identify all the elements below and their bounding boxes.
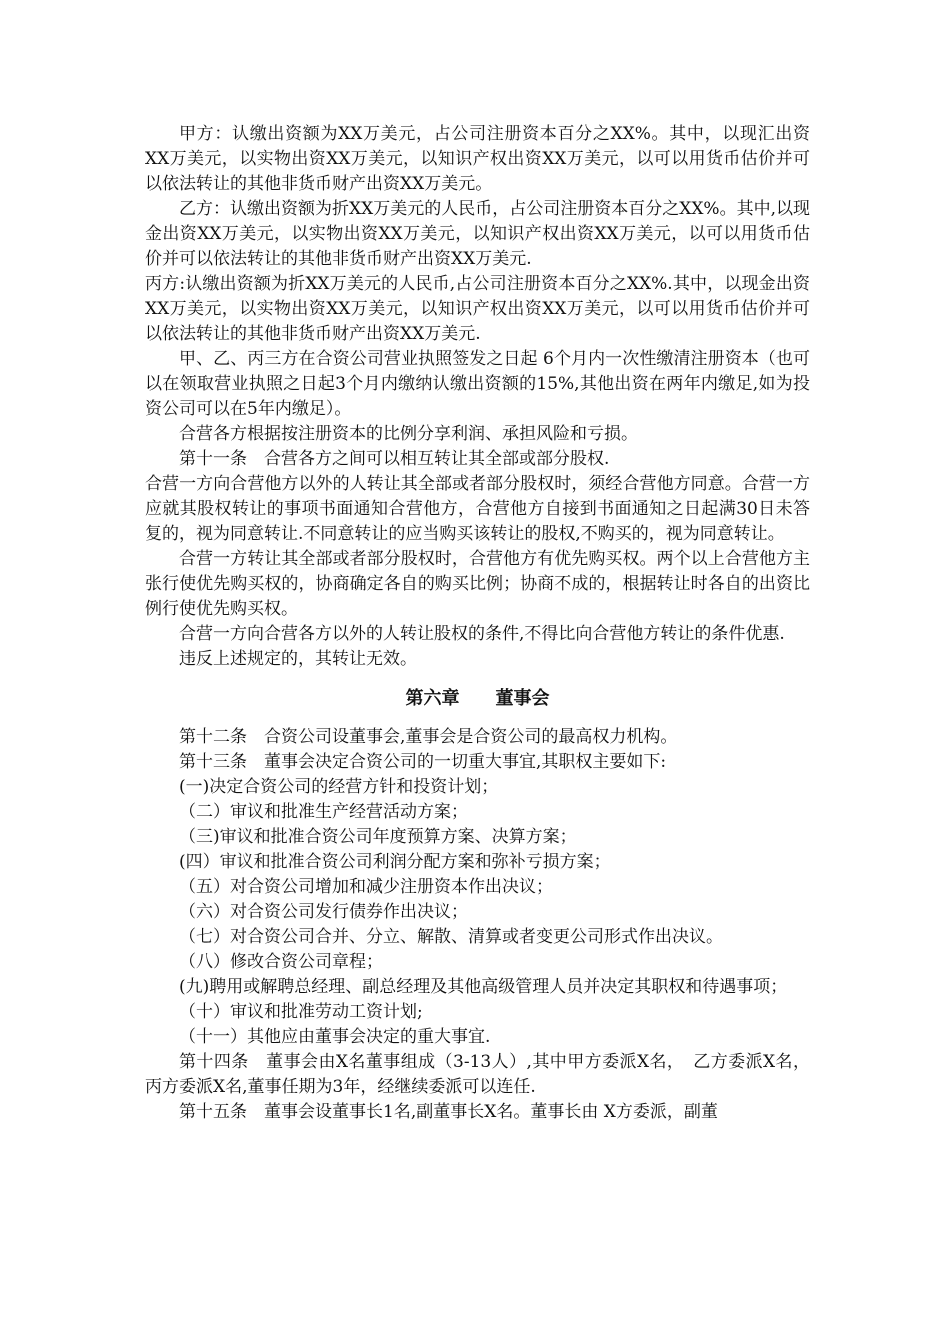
paragraph: （六）对合资公司发行债券作出决议； [179,902,468,922]
paragraph: （十）审议和批准劳动工资计划; [179,1002,423,1022]
paragraph: 第十三条 董事会决定合资公司的一切重大事宜,其职权主要如下: [179,752,667,772]
paragraph: 合营一方转让其全部或者部分股权时，合营他方有优先购买权。两个以上合营他方主张行使优先购买权的，协商确定各自的购买比例；协商不成的，根据转让时各自的出资比例行使优先购买权。 [145,549,810,619]
paragraph: 乙方：认缴出资额为折XX万美元的人民币，占公司注册资本百分之XX%。其中,以现金出资XX万美元，以实物出资XX万美元，以知识产权出资XX万美元，以可以用货币估价并可以依法转让的其他非货币财产出资XX万美元. [145,199,810,269]
paragraph: (九)聘用或解聘总经理、副总经理及其他高级管理人员并决定其职权和待遇事项； [179,977,788,997]
top-section [145,122,810,672]
paragraph: 第十二条 合资公司设董事会,董事会是合资公司的最高权力机构。 [179,727,678,747]
paragraph: (四）审议和批准合资公司利润分配方案和弥补亏损方案； [179,852,611,872]
paragraph: （五）对合资公司增加和减少注册资本作出决议； [179,877,553,897]
paragraph: 合营一方向合营他方以外的人转让其全部或者部分股权时，须经合营他方同意。合营一方应就其股权转让的事项书面通知合营他方，合营他方自接到书面通知之日起满30日未答复的，视为同意转让.不同意转让的应当购买该转让的股权,不购买的，视为同意转让。 [145,474,810,544]
paragraph: 甲方：认缴出资额为XX万美元，占公司注册资本百分之XX%。其中，以现汇出资XX万美元，以实物出资XX万美元，以知识产权出资XX万美元，以可以用货币估价并可以依法转让的其他非货币财产出资XX万美元。 [145,124,810,194]
bottom-section [145,725,810,1125]
paragraph: 丙方:认缴出资额为折XX万美元的人民币,占公司注册资本百分之XX%.其中，以现金出资XX万美元，以实物出资XX万美元，以知识产权出资XX万美元，以可以用货币估价并可以依法转让的其他非货币财产出资XX万美元. [145,274,810,344]
paragraph: 甲、乙、丙三方在合资公司营业执照签发之日起 6个月内一次性缴清注册资本（也可以在领取营业执照之日起3个月内缴纳认缴出资额的15%,其他出资在两年内缴足,如为投资公司可以在5年内缴足）。 [145,349,810,419]
paragraph: 第十五条 董事会设董事长1名,副董事长X名。董事长由 X方委派，副董 [179,1102,718,1122]
paragraph: 合营一方向合营各方以外的人转让股权的条件,不得比向合营他方转让的条件优惠. [179,624,785,644]
chapter-heading: 第六章 董事会 [405,688,550,709]
paragraph: （七）对合资公司合并、分立、解散、清算或者变更公司形式作出决议。 [179,927,723,947]
document-body [145,122,810,1125]
paragraph: 违反上述规定的，其转让无效。 [179,649,417,669]
paragraph: （二）审议和批准生产经营活动方案； [179,802,468,822]
paragraph: 合营各方根据按注册资本的比例分享利润、承担风险和亏损。 [179,424,638,444]
paragraph: (一)决定合资公司的经营方针和投资计划； [179,777,499,797]
paragraph: （八）修改合资公司章程； [179,952,383,972]
paragraph: （十一）其他应由董事会决定的重大事宜. [179,1027,491,1047]
paragraph: 第十一条 合营各方之间可以相互转让其全部或部分股权. [179,449,610,469]
paragraph: 第十四条 董事会由X名董事组成（3-13人）,其中甲方委派X名， 乙方委派X名，丙方委派X名,董事任期为3年，经继续委派可以连任. [145,1052,810,1097]
paragraph: （三)审议和批准合资公司年度预算方案、决算方案； [179,827,577,847]
